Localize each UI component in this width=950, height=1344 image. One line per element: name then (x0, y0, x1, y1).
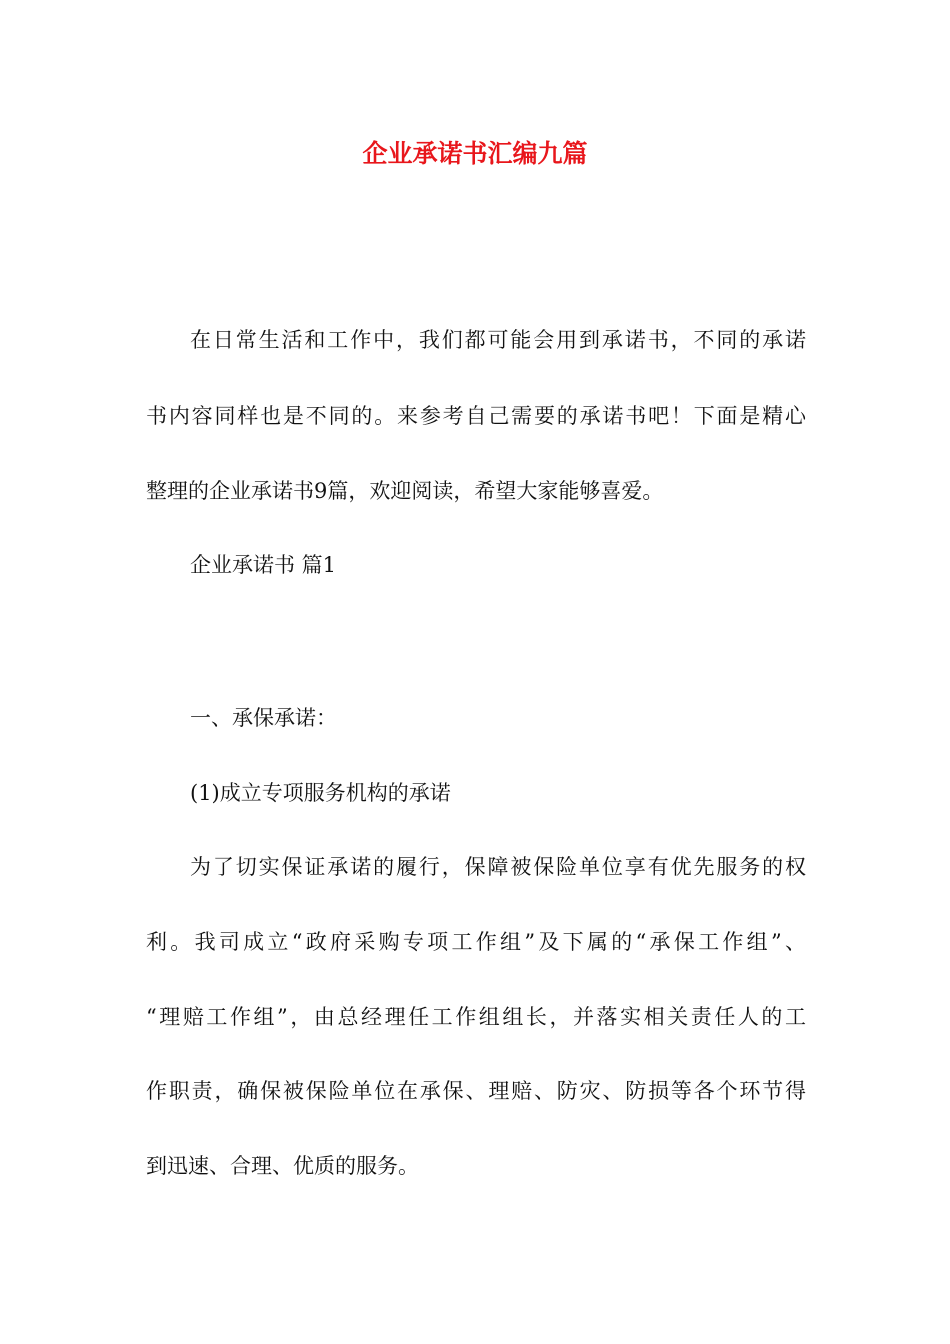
paragraph-line: 书内容同样也是不同的。来参考自己需要的承诺书吧！下面是精心 (146, 404, 806, 428)
paragraph-line: 到迅速、合理、优质的服务。 (146, 1154, 419, 1178)
paragraph-line: 为了切实保证承诺的履行，保障被保险单位享有优先服务的权 (190, 855, 806, 879)
paragraph-line: “理赔工作组”，由总经理任工作组组长，并落实相关责任人的工 (146, 1005, 806, 1029)
paragraph-line: 作职责，确保被保险单位在承保、理赔、防灾、防损等各个环节得 (146, 1079, 806, 1103)
section-heading: 企业承诺书 篇1 (190, 553, 337, 577)
paragraph-line: 在日常生活和工作中，我们都可能会用到承诺书，不同的承诺 (190, 328, 806, 352)
document-title: 企业承诺书汇编九篇 (362, 139, 588, 168)
paragraph-line: 利。我司成立“政府采购专项工作组”及下属的“承保工作组”、 (146, 930, 806, 954)
paragraph-line: 整理的企业承诺书9篇，欢迎阅读，希望大家能够喜爱。 (146, 479, 664, 503)
item-heading: (1)成立专项服务机构的承诺 (190, 781, 451, 805)
subsection-heading: 一、承保承诺： (190, 706, 337, 730)
